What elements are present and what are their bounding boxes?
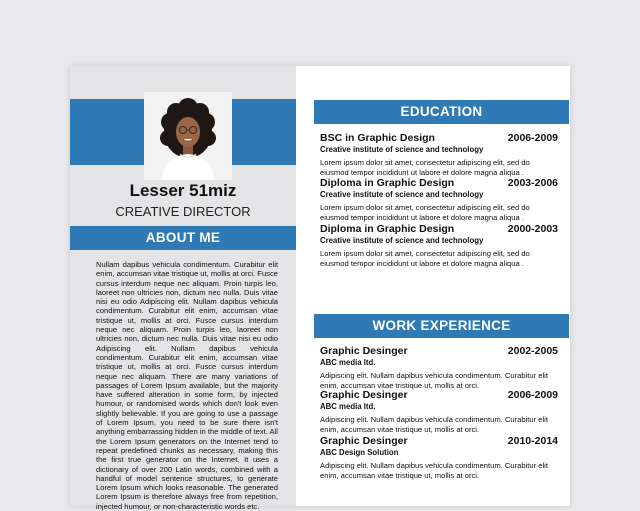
avatar [144, 92, 232, 180]
experience-entry [320, 435, 558, 480]
experience-years: 2002-2005 [507, 345, 558, 357]
experience-company: ABC media ltd. [320, 402, 376, 411]
education-entry [320, 223, 558, 268]
experience-desc: Adipiscing elit. Nullam dapibus vehicula condimentum. Curabitur elit enim, accumsan vitae tristique ut, mollis at orci. [320, 371, 548, 390]
experience-entry [320, 389, 558, 434]
education-heading: EDUCATION [314, 100, 569, 124]
education-school: Creative institute of science and technology [320, 190, 484, 199]
education-school: Creative institute of science and technology [320, 145, 484, 154]
experience-role: Graphic Desinger [320, 345, 408, 357]
education-years: 2003-2006 [507, 177, 558, 189]
education-entry [320, 132, 558, 177]
about-heading: ABOUT ME [70, 226, 296, 250]
experience-desc: Adipiscing elit. Nullam dapibus vehicula condimentum. Curabitur elit enim, accumsan vitae tristique ut, mollis at orci. [320, 415, 548, 434]
experience-years: 2006-2009 [507, 389, 558, 401]
experience-company: ABC Design Solution [320, 448, 399, 457]
education-degree: Diploma in Graphic Design [320, 177, 455, 189]
education-desc: Lorem ipsum dolor sit amet, consectetur adipiscing elit, sed do eiusmod tempor incididunt ut labore et dolore magna aliqua . [320, 249, 530, 268]
about-text: Nullam dapibus vehicula condimentum. Curabitur elit enim, accumsan vitae tristique ut, mollis at orci. Fusce cursus interdum neque nec aliquam. Proin turpis leo, laoreet non ultricies non, dictum nec nulla. Duis vitae nisi eu odio Adipiscing elit. Nullam dapibus vehicula condimentum. Curabitur elit enim, accumsan vitae tristique ut, mollis at orci. Fusce cursus interdum neque nec aliquam. Proin turpis leo, laoreet non ultricies non, dictum nec nulla. Duis vitae nisi eu odio Adipiscing elit. Nullam dapibus vehicula condimentum. Curabitur elit enim, accumsan vitae tristique ut, mollis at orci. Fusce cursus interdum neque nec aliquam. There are many variations of passages of Lorem Ipsum available, but the majority have suffered alteration in some form, by injected humour, or randomised words which don't look even slightly believable. If you are going to use a passage of Lorem Ipsum, you need to be sure there isn't anything embarrassing hidden in the middle of text. All the Lorem Ipsum generators on the Internet tend to repeat predefined chunks as necessary, making this the first true generator on the Internet. It uses a dictionary of over 200 Latin words, combined with a handful of model sentence structures, to generate Lorem Ipsum which looks reasonable. The generated Lorem Ipsum is therefore always free from repetition, injected humour, or non-characteristic words etc. [96, 260, 278, 511]
education-desc: Lorem ipsum dolor sit amet, consectetur adipiscing elit, sed do eiusmod tempor incididunt ut labore et dolore magna aliqua . [320, 158, 530, 177]
experience-role: Graphic Desinger [320, 389, 408, 401]
resume-page [70, 66, 570, 511]
experience-entry [320, 345, 558, 390]
experience-heading: WORK EXPERIENCE [314, 314, 569, 338]
education-years: 2000-2003 [507, 223, 558, 235]
education-degree: Diploma in Graphic Design [320, 223, 455, 235]
profile-title: CREATIVE DIRECTOR [115, 204, 251, 219]
experience-desc: Adipiscing elit. Nullam dapibus vehicula condimentum. Curabitur elit enim, accumsan vitae tristique ut, mollis at orci. [320, 461, 548, 480]
education-desc: Lorem ipsum dolor sit amet, consectetur adipiscing elit, sed do eiusmod tempor incididunt ut labore et dolore magna aliqua . [320, 203, 530, 222]
education-entry [320, 177, 558, 222]
education-years: 2006-2009 [507, 132, 558, 144]
education-school: Creative institute of science and technology [320, 236, 484, 245]
profile-photo-icon [144, 92, 232, 180]
experience-company: ABC media ltd. [320, 358, 376, 367]
experience-role: Graphic Desinger [320, 435, 408, 447]
education-degree: BSC in Graphic Design [320, 132, 435, 144]
experience-years: 2010-2014 [507, 435, 558, 447]
profile-name: Lesser 51miz [129, 181, 237, 200]
